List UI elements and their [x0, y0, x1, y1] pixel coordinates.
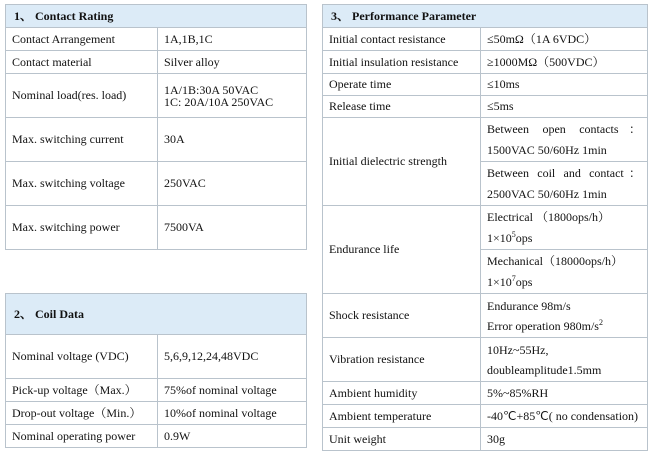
row-value: 250VAC — [158, 162, 307, 206]
vibration-values — [481, 338, 648, 382]
shock-values — [481, 294, 648, 338]
row-label: Initial dielectric strength — [323, 118, 481, 206]
row-label: Contact material — [6, 51, 158, 74]
dielectric-coil-contact — [481, 162, 648, 206]
coil-data-title: 2、 Coil Data — [6, 294, 307, 335]
performance-table — [322, 4, 648, 451]
row-label: Initial insulation resistance — [323, 51, 481, 74]
nominal-load-line1: 1A/1B:30A 50VAC — [164, 82, 259, 97]
row-label: Ambient humidity — [323, 382, 481, 405]
row-value: 0.9W — [158, 425, 307, 448]
dielectric-open-contacts — [481, 118, 648, 162]
row-value: 75%of nominal voltage — [158, 379, 307, 402]
row-value: 10%of nominal voltage — [158, 402, 307, 425]
shock-line1: Endurance 98m/s — [487, 298, 571, 313]
endurance-mechanical — [481, 250, 648, 294]
row-value: 5,6,9,12,24,48VDC — [158, 335, 307, 379]
row-value: ≤5ms — [481, 96, 648, 118]
row-label: Unit weight — [323, 428, 481, 451]
row-value: ≤50mΩ（1A 6VDC） — [481, 28, 648, 51]
row-label: Drop-out voltage（Min.） — [6, 402, 158, 425]
row-value: 5%~85%RH — [481, 382, 648, 405]
row-label: Endurance life — [323, 206, 481, 294]
endurance-electrical-line1: Electrical （1800ops/h） — [487, 209, 610, 224]
row-label: Vibration resistance — [323, 338, 481, 382]
row-label: Initial contact resistance — [323, 28, 481, 51]
endurance-electrical — [481, 206, 648, 250]
row-label: Contact Arrangement — [6, 28, 158, 51]
row-label: Nominal voltage (VDC) — [6, 335, 158, 379]
row-value: -40℃+85℃( no condensation) — [481, 405, 648, 428]
row-label: Max. switching current — [6, 118, 158, 162]
vibration-line2: doubleamplitude1.5mm — [487, 362, 602, 377]
row-label: Pick-up voltage（Max.） — [6, 379, 158, 402]
row-label: Ambient temperature — [323, 405, 481, 428]
endurance-electrical-line2: $1\times 10^5ops$ — [487, 229, 533, 245]
coil-data-table — [5, 293, 307, 448]
row-value: ≤10ms — [481, 74, 648, 96]
endurance-mechanical-line2: $1\times 10^7ops$ — [487, 273, 533, 289]
row-label: Release time — [323, 96, 481, 118]
row-label: Max. switching power — [6, 206, 158, 250]
row-value: 30A — [158, 118, 307, 162]
dielectric-open-line1: Between open contacts： — [487, 121, 642, 136]
row-label: Shock resistance — [323, 294, 481, 338]
contact-rating-table — [5, 4, 307, 250]
contact-rating-title: 1、 Contact Rating — [6, 5, 307, 28]
shock-line2: Error operation $980m/s^2$ — [487, 317, 603, 333]
row-value: 7500VA — [158, 206, 307, 250]
vibration-line1: 10Hz~55Hz, — [487, 342, 549, 357]
performance-title: 3、 Performance Parameter — [323, 5, 648, 28]
dielectric-coil-line2: 2500VAC 50/60Hz 1min — [487, 186, 607, 201]
row-value: Silver alloy — [158, 51, 307, 74]
row-label: Max. switching voltage — [6, 162, 158, 206]
endurance-mechanical-line1: Mechanical（18000ops/h） — [487, 253, 623, 268]
dielectric-open-line2: 1500VAC 50/60Hz 1min — [487, 142, 607, 157]
row-label: Nominal load(res. load) — [6, 74, 158, 118]
nominal-load-line2: 1C: 20A/10A 250VAC — [164, 94, 274, 109]
row-value — [158, 74, 307, 118]
row-value: 30g — [481, 428, 648, 451]
dielectric-coil-line1: Between coil and contact： — [487, 165, 642, 180]
row-label: Nominal operating power — [6, 425, 158, 448]
row-label: Operate time — [323, 74, 481, 96]
row-value: ≥1000MΩ（500VDC） — [481, 51, 648, 74]
row-value: 1A,1B,1C — [158, 28, 307, 51]
